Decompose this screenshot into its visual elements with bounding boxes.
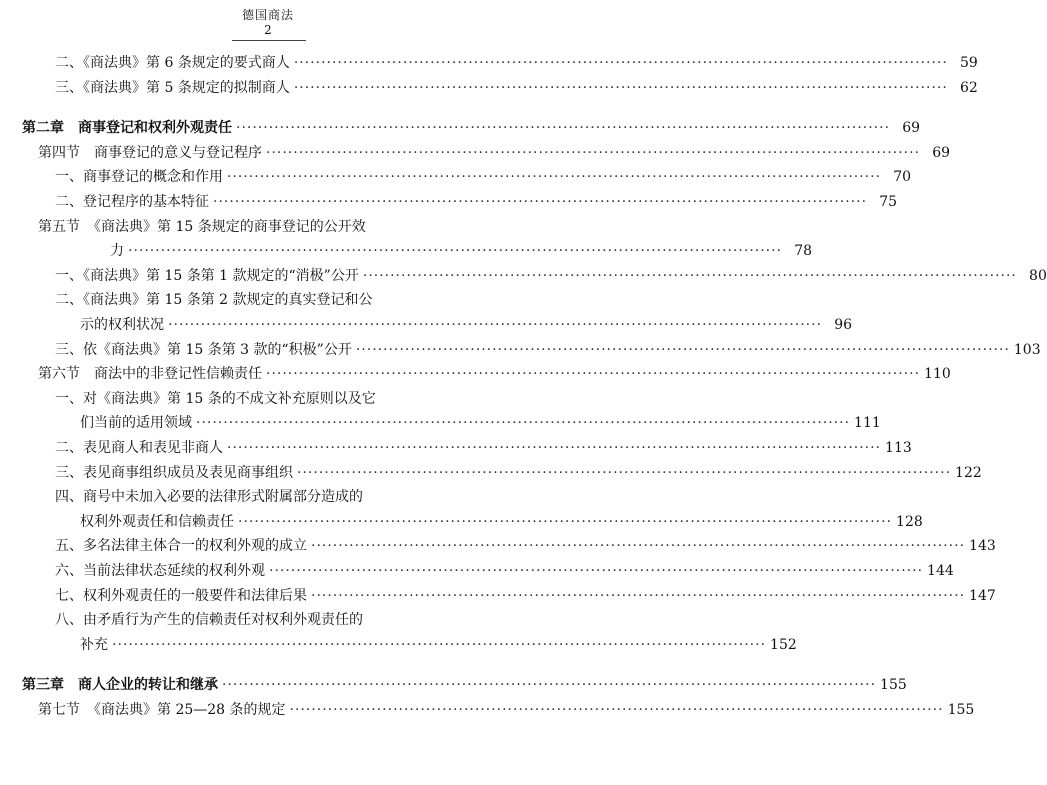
dot-leader: ························································································································ xyxy=(112,636,767,653)
dot-leader: ························································································································ xyxy=(269,563,924,579)
dot-leader: ························································································································ xyxy=(355,341,1010,358)
toc-entry-text: 第三章 商人企业的转让和继承 xyxy=(22,677,218,694)
toc-item xyxy=(55,437,912,459)
toc-item xyxy=(80,314,853,336)
toc-entry-text: 们当前的适用领域 xyxy=(80,415,192,432)
toc-item xyxy=(80,634,797,656)
toc-entry-text: 二、表见商人和表见非商人 xyxy=(55,440,223,456)
toc-item xyxy=(55,289,497,311)
dot-leader: ························································································································ xyxy=(222,677,877,694)
toc-item xyxy=(55,339,1041,361)
toc-item xyxy=(55,585,996,607)
dot-leader: ························································································································ xyxy=(213,194,868,210)
toc-item xyxy=(55,77,978,99)
dot-leader: ························································································································ xyxy=(196,415,851,432)
toc-entry-text: 一、对《商法典》第 15 条的不成文补充原则以及它 xyxy=(55,390,376,407)
toc-entry-text: 三、表见商事组织成员及表见商事组织 xyxy=(55,464,293,481)
dot-leader: ························································································································ xyxy=(236,120,891,137)
toc-page-number: 155 xyxy=(880,677,907,694)
toc-item xyxy=(55,462,982,484)
dot-leader: ························································································································ xyxy=(311,538,966,555)
toc-page-number: 96 xyxy=(834,317,853,333)
toc-page-number: 78 xyxy=(794,243,813,260)
toc-page-number: 111 xyxy=(854,415,881,432)
toc-entry-text: 二、登记程序的基本特征 xyxy=(55,194,209,210)
toc-entry-text: 八、由矛盾行为产生的信赖责任对权利外观责任的 xyxy=(55,612,363,629)
toc-entry-text: 六、当前法律状态延续的权利外观 xyxy=(55,563,265,579)
header-rule xyxy=(232,40,306,41)
dot-leader: ························································································································ xyxy=(293,79,948,96)
toc-page-number: 75 xyxy=(879,194,898,210)
toc-item xyxy=(55,191,898,213)
dot-leader: ························································································································ xyxy=(297,464,952,481)
toc-item xyxy=(55,388,497,410)
toc-section xyxy=(38,142,951,164)
toc-entry-text: 三、《商法典》第 5 条规定的拟制商人 xyxy=(55,79,290,96)
toc-entry-text: 力 xyxy=(110,243,124,260)
toc-page-number: 152 xyxy=(770,636,797,653)
toc-entry-text: 三、依《商法典》第 15 条第 3 款的“积极”公开 xyxy=(55,341,352,358)
toc-section xyxy=(38,216,497,238)
toc-item xyxy=(55,166,912,188)
toc-chapter xyxy=(22,674,907,696)
toc-entry-text: 一、商事登记的概念和作用 xyxy=(55,169,223,186)
toc-item xyxy=(80,511,923,533)
dot-leader: ························································································································ xyxy=(311,587,966,604)
toc-page-number: 110 xyxy=(924,366,951,383)
toc-entry-text: 补充 xyxy=(80,636,108,653)
toc-page-number: 80 xyxy=(1029,267,1047,284)
toc-item xyxy=(55,265,1047,287)
dot-leader: ························································································································ xyxy=(289,702,944,718)
dot-leader: ························································································································ xyxy=(238,513,893,530)
dot-leader: ························································································································ xyxy=(266,366,921,383)
toc-entry-text: 第二章 商事登记和权利外观责任 xyxy=(22,120,232,137)
toc-page-number: 103 xyxy=(1013,341,1041,358)
toc-page-number: 70 xyxy=(893,169,912,186)
dot-leader: ························································································································ xyxy=(362,267,1017,284)
toc-page-number: 69 xyxy=(932,144,951,161)
toc-item xyxy=(55,609,497,631)
running-head-title: 德国商法 xyxy=(241,8,294,22)
toc-item xyxy=(55,52,978,74)
toc-entry-text: 示的权利状况 xyxy=(80,317,164,333)
toc-entry-text: 第五节 《商法典》第 15 条规定的商事登记的公开效 xyxy=(38,218,366,235)
toc-page-number: 62 xyxy=(960,79,978,96)
toc-entry-text: 一、《商法典》第 15 条第 1 款规定的“消极”公开 xyxy=(55,267,359,284)
dot-leader: ························································································································ xyxy=(227,440,882,456)
toc-item xyxy=(55,486,497,508)
toc-entry-text: 第四节 商事登记的意义与登记程序 xyxy=(38,144,262,161)
dot-leader: ························································································································ xyxy=(168,317,823,333)
toc-chapter xyxy=(22,117,921,139)
toc-entry-text: 五、多名法律主体合一的权利外观的成立 xyxy=(55,538,307,555)
toc-entry-text: 二、《商法典》第 15 条第 2 款规定的真实登记和公 xyxy=(55,292,373,309)
toc-page-number: 143 xyxy=(969,538,996,555)
toc-page-number: 113 xyxy=(885,440,912,456)
toc-page-number: 128 xyxy=(896,513,923,530)
toc-page-number: 144 xyxy=(927,563,954,579)
toc-page-number: 122 xyxy=(955,464,982,481)
toc-section xyxy=(38,699,975,721)
toc-page-number: 155 xyxy=(947,702,975,718)
toc-entry-text: 二、《商法典》第 6 条规定的要式商人 xyxy=(55,55,290,71)
toc-item xyxy=(80,412,881,434)
dot-leader: ························································································································ xyxy=(128,243,783,260)
dot-leader: ························································································································ xyxy=(227,169,882,186)
toc-section xyxy=(38,363,951,385)
toc-page-number: 147 xyxy=(969,587,996,604)
toc-entry-text: 七、权利外观责任的一般要件和法律后果 xyxy=(55,587,307,604)
dot-leader: ························································································································ xyxy=(293,55,948,71)
toc-item xyxy=(55,535,996,557)
running-head-page-number: 2 xyxy=(264,23,272,37)
toc-entry-text: 四、商号中未加入必要的法律形式附属部分造成的 xyxy=(55,489,363,506)
toc-page-number: 59 xyxy=(960,55,978,71)
toc-item xyxy=(55,560,954,582)
toc-section xyxy=(110,240,813,262)
toc-entry-text: 第七节 《商法典》第 25—28 条的规定 xyxy=(38,702,286,718)
toc-entry-text: 第六节 商法中的非登记性信赖责任 xyxy=(38,366,262,383)
toc-entry-text: 权利外观责任和信赖责任 xyxy=(80,513,234,530)
toc-page-number: 69 xyxy=(902,120,921,137)
dot-leader: ························································································································ xyxy=(266,144,921,161)
